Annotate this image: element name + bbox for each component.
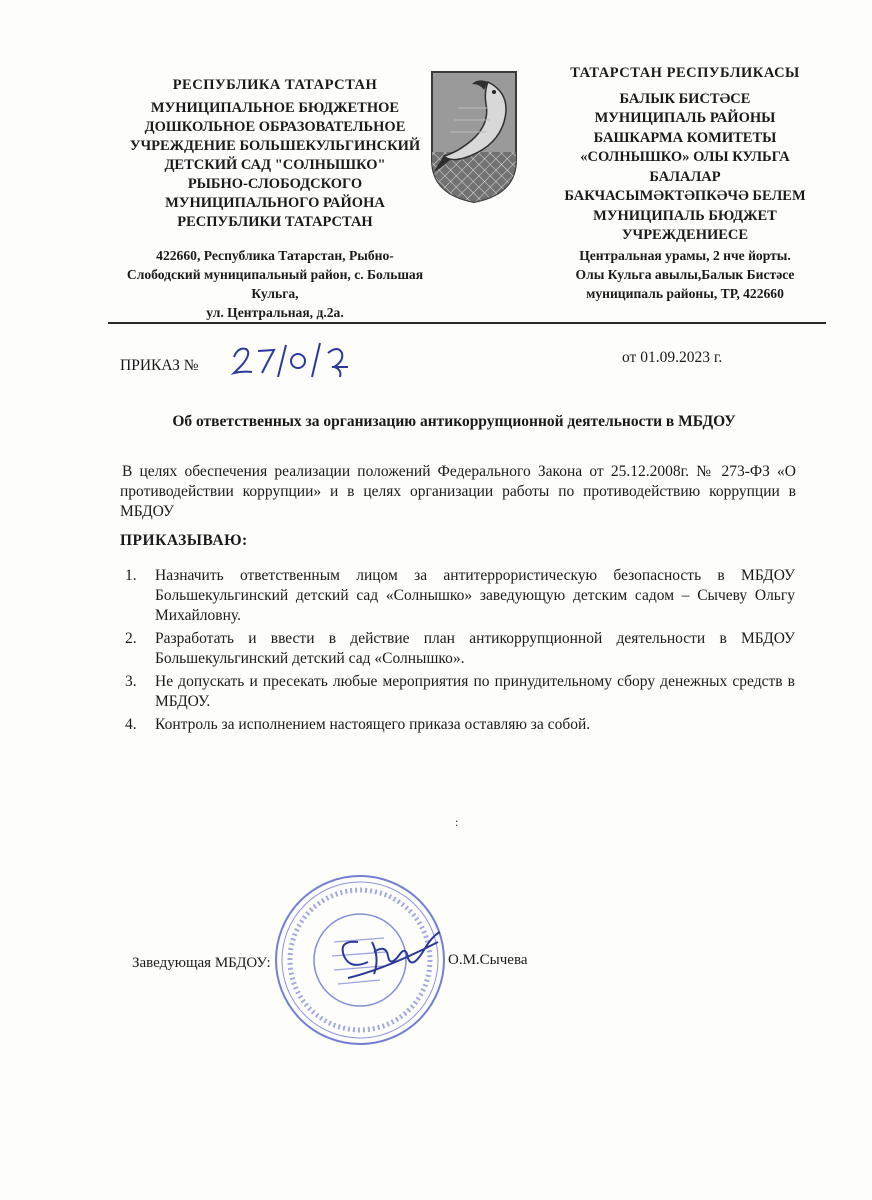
item-text: Разработать и ввести в действие план антикоррупционной деятельности в МБДОУ Большекульгинский детский сад «Солнышко». bbox=[155, 630, 795, 667]
item-number: 1. bbox=[125, 567, 137, 584]
address-line: Слободский муниципальный район, с. Большая bbox=[126, 267, 424, 282]
org-line: БАЛАЛАР bbox=[649, 168, 721, 185]
address-line: муниципаль районы, ТР, 422660 bbox=[586, 285, 784, 301]
header-divider bbox=[108, 322, 826, 324]
header-left-title: РЕСПУБЛИКА ТАТАРСТАН bbox=[172, 77, 378, 93]
org-line: ДЕТСКИЙ САД "СОЛНЫШКО" bbox=[164, 157, 386, 173]
document-title: Об ответственных за организацию антикоррупционной деятельности в МБДОУ bbox=[172, 413, 736, 430]
address-line: Олы Кульга авылы,Балык Бистәсе bbox=[575, 266, 795, 282]
org-line: УЧРЕЖДЕНИЕ БОЛЬШЕКУЛЬГИНСКИЙ bbox=[129, 138, 421, 154]
org-line: МУНИЦИПАЛЬ РАЙОНЫ bbox=[594, 110, 776, 126]
header-left-address bbox=[95, 246, 455, 322]
address-line: Центральная урамы, 2 нче йорты. bbox=[579, 247, 791, 263]
org-line: БАКЧАСЫМӘКТӘПКӘЧӘ БЕЛЕМ bbox=[564, 188, 806, 204]
handwritten-signature bbox=[328, 912, 448, 992]
org-line: РЫБНО-СЛОБОДСКОГО bbox=[187, 176, 363, 192]
item-text: Назначить ответственным лицом за антитеррористическую безопасность в МБДОУ Большекульгинский детский сад «Солнышко» заведующую детским садом – Сычеву Ольгу Михайловну. bbox=[155, 567, 795, 624]
coat-of-arms-emblem bbox=[428, 68, 520, 206]
org-line: УЧРЕЖДЕНИЕСЕ bbox=[621, 227, 749, 243]
header-right-title: ТАТАРСТАН РЕСПУБЛИКАСЫ bbox=[570, 65, 800, 81]
org-line: БАЛЫК БИСТӘСЕ bbox=[619, 90, 751, 107]
list-item bbox=[125, 715, 795, 735]
org-line: МУНИЦИПАЛЬ БЮДЖЕТ bbox=[593, 207, 777, 224]
header-left bbox=[95, 76, 455, 322]
list-item bbox=[125, 629, 795, 669]
org-line: МУНИЦИПАЛЬНОЕ БЮДЖЕТНОЕ bbox=[150, 100, 400, 116]
org-line: РЕСПУБЛИКИ ТАТАРСТАН bbox=[177, 214, 373, 230]
org-line: «СОЛНЫШКО» ОЛЫ КУЛЬГА bbox=[580, 149, 790, 165]
command-heading: ПРИКАЗЫВАЮ: bbox=[120, 532, 248, 549]
signature-role: Заведующая МБДОУ: bbox=[132, 955, 271, 971]
item-number: 3. bbox=[125, 673, 137, 690]
org-line: ДОШКОЛЬНОЕ ОБРАЗОВАТЕЛЬНОЕ bbox=[144, 119, 406, 135]
item-text: Контроль за исполнением настоящего приказа оставляю за собой. bbox=[155, 716, 591, 733]
order-date: от 01.09.2023 г. bbox=[622, 349, 723, 366]
list-item bbox=[125, 566, 795, 626]
org-line: БАШКАРМА КОМИТЕТЫ bbox=[593, 129, 777, 146]
address-line: ул. Центральная, д.2а. bbox=[206, 305, 344, 320]
order-label: ПРИКАЗ № bbox=[120, 357, 199, 374]
signature-name: О.М.Сычева bbox=[448, 952, 528, 968]
address-line: Кульга, bbox=[251, 286, 299, 301]
stray-mark: : bbox=[455, 815, 459, 829]
header-right bbox=[530, 64, 840, 303]
header-right-address bbox=[530, 246, 840, 303]
order-items bbox=[125, 566, 795, 738]
handwritten-order-number bbox=[228, 339, 358, 379]
list-item bbox=[125, 672, 795, 712]
item-number: 4. bbox=[125, 716, 137, 733]
intro-paragraph: В целях обеспечения реализации положений Федерального Закона от 25.12.2008г. № 273-ФЗ «О противодействии коррупции» и в целях организации работы по противодействию коррупции в МБДОУ bbox=[120, 463, 796, 520]
item-number: 2. bbox=[125, 630, 137, 647]
address-line: 422660, Республика Татарстан, Рыбно- bbox=[156, 248, 394, 263]
item-text: Не допускать и пресекать любые мероприятия по принудительному сбору денежных средств в МБДОУ. bbox=[155, 673, 795, 710]
org-line: МУНИЦИПАЛЬНОГО РАЙОНА bbox=[165, 195, 385, 211]
